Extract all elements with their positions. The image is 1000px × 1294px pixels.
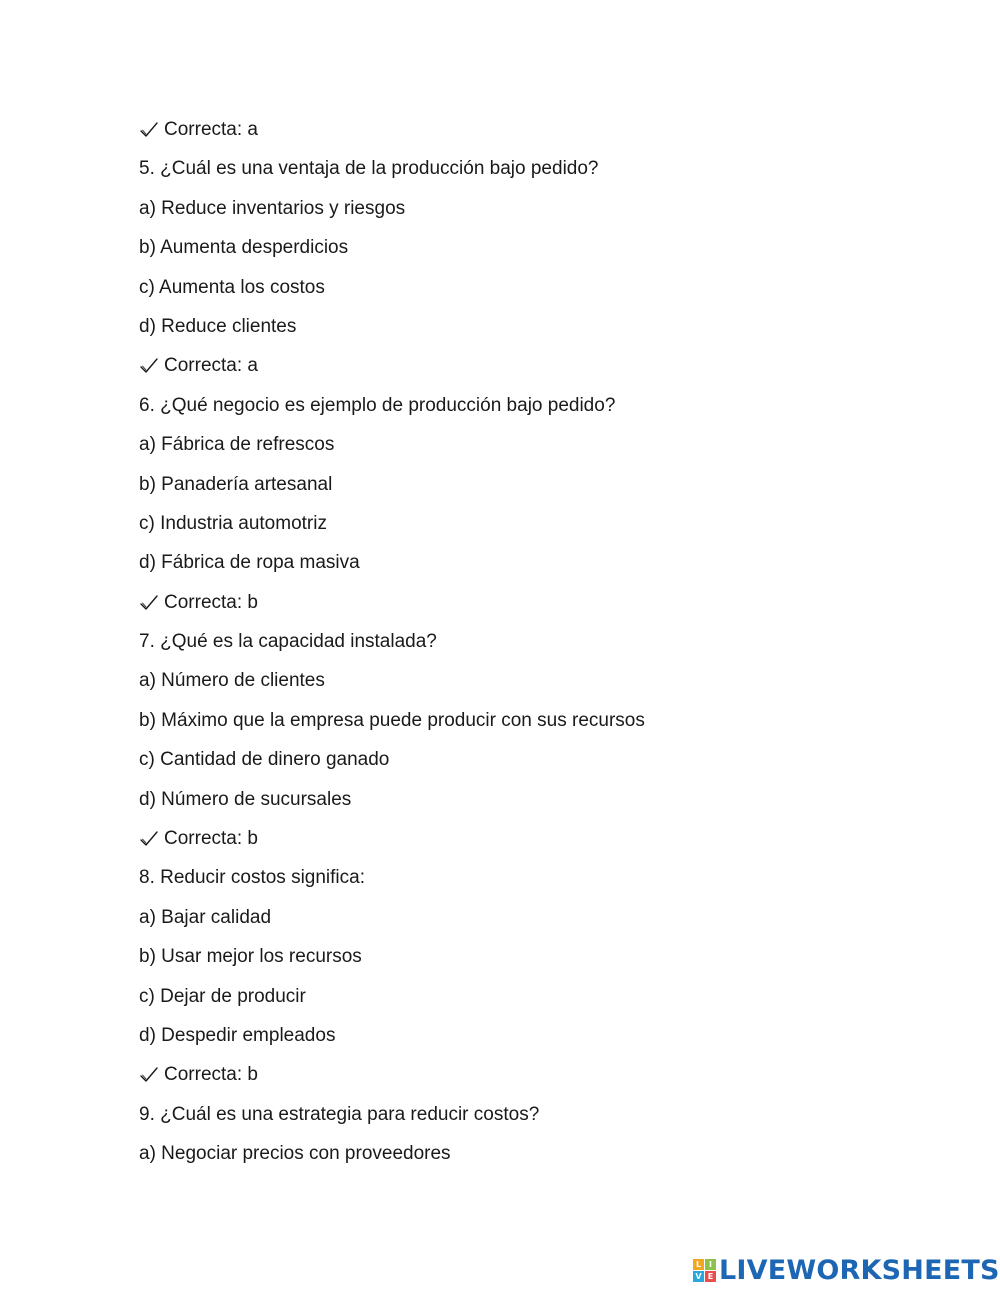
answer-option: d) Despedir empleados bbox=[139, 1024, 336, 1046]
liveworksheets-logo bbox=[693, 1254, 1000, 1286]
correct-answer-line bbox=[139, 119, 645, 158]
answer-option: c) Aumenta los costos bbox=[139, 276, 325, 298]
answer-option: d) Reduce clientes bbox=[139, 315, 297, 337]
answer-option: c) Dejar de producir bbox=[139, 985, 306, 1007]
answer-option: d) Fábrica de ropa masiva bbox=[139, 552, 360, 574]
answer-option: a) Fábrica de refrescos bbox=[139, 434, 335, 456]
check-mark-icon bbox=[139, 356, 159, 376]
correct-answer-line bbox=[139, 355, 645, 394]
answer-option: a) Número de clientes bbox=[139, 670, 325, 692]
answer-option: b) Usar mejor los recursos bbox=[139, 946, 362, 968]
correct-answer-line bbox=[139, 592, 645, 631]
check-mark-icon bbox=[139, 120, 159, 140]
correct-answer-text: Correcta: b bbox=[164, 828, 258, 850]
correct-answer-text: Correcta: b bbox=[164, 591, 258, 613]
question-text: 6. ¿Qué negocio es ejemplo de producción bajo pedido? bbox=[139, 394, 616, 416]
correct-answer-text: Correcta: a bbox=[164, 119, 258, 140]
correct-answer-text: Correcta: b bbox=[164, 1064, 258, 1086]
check-mark-icon bbox=[139, 1065, 159, 1085]
question-text: 5. ¿Cuál es una ventaja de la producción bajo pedido? bbox=[139, 158, 599, 180]
correct-answer-text: Correcta: a bbox=[164, 355, 258, 377]
question-text: 8. Reducir costos significa: bbox=[139, 867, 365, 889]
answer-option: c) Industria automotriz bbox=[139, 512, 327, 534]
answer-option: a) Reduce inventarios y riesgos bbox=[139, 197, 406, 219]
answer-option: b) Máximo que la empresa puede producir con sus recursos bbox=[139, 709, 645, 731]
answer-option: b) Aumenta desperdicios bbox=[139, 237, 349, 259]
answer-option: a) Bajar calidad bbox=[139, 906, 272, 928]
check-mark-icon bbox=[139, 829, 159, 849]
answer-option: d) Número de sucursales bbox=[139, 788, 352, 810]
answer-option: b) Panadería artesanal bbox=[139, 473, 333, 495]
correct-answer-line bbox=[139, 828, 645, 867]
question-text: 7. ¿Qué es la capacidad instalada? bbox=[139, 631, 437, 653]
correct-answer-line bbox=[139, 1064, 645, 1103]
brand-name: LIVEWORKSHEETS bbox=[719, 1254, 1000, 1286]
brand-mark-icon: L I V E bbox=[693, 1259, 716, 1282]
check-mark-icon bbox=[139, 593, 159, 613]
question-text: 9. ¿Cuál es una estrategia para reducir costos? bbox=[139, 1103, 540, 1125]
answer-option: c) Cantidad de dinero ganado bbox=[139, 749, 390, 771]
quiz-content bbox=[139, 119, 645, 1183]
answer-option: a) Negociar precios con proveedores bbox=[139, 1143, 451, 1165]
